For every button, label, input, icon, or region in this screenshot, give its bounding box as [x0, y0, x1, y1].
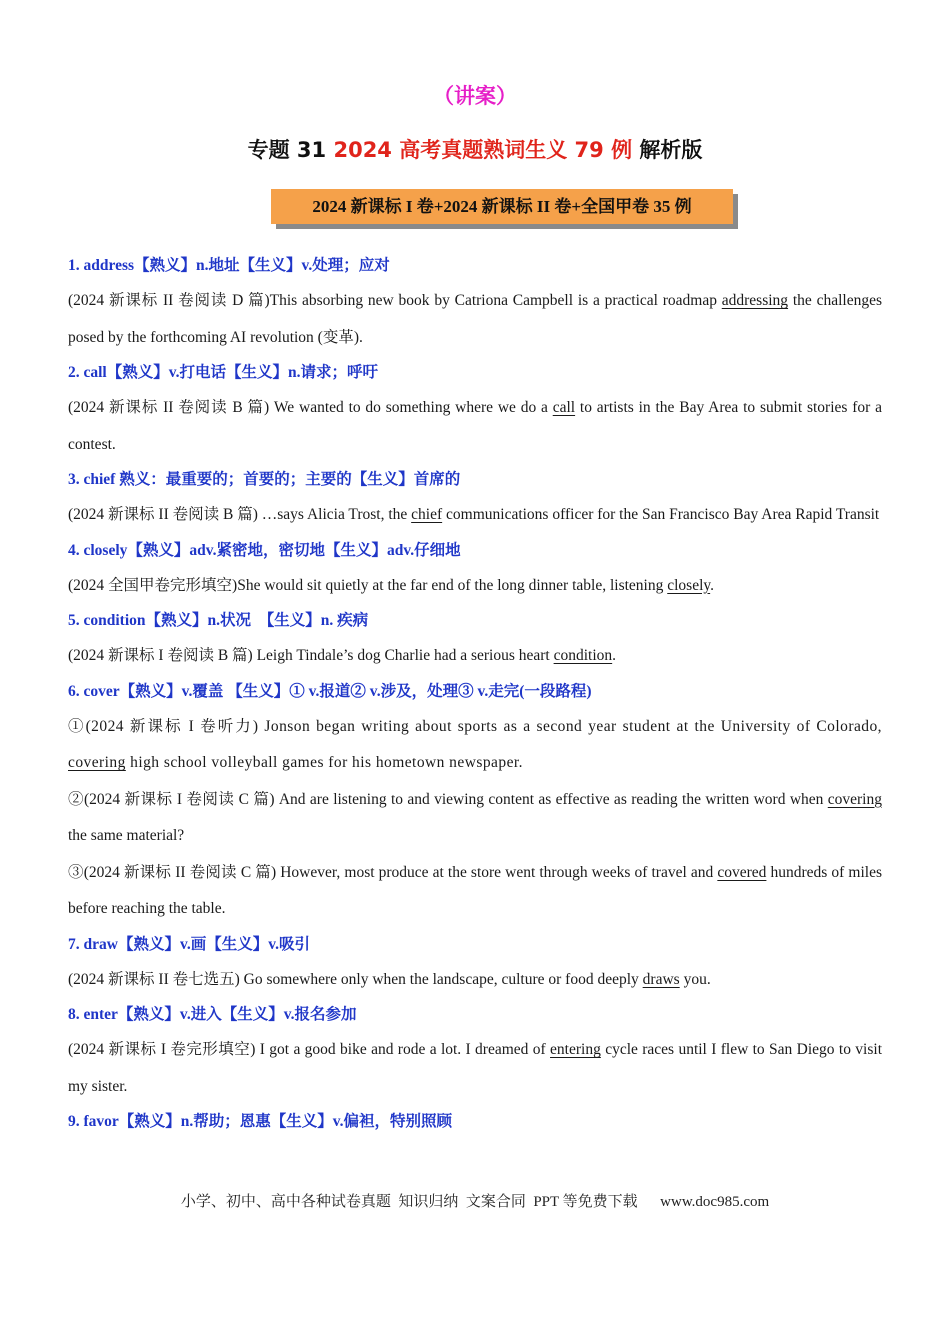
example-sentence [68, 497, 882, 534]
example-sentence [68, 962, 882, 999]
sentence-text-after: the challenges posed by the forthcoming AI revolution (变革). [68, 292, 882, 346]
sentence-text-after: high school volleyball games for his hometown newspaper. [125, 754, 523, 771]
entry-heading: 8. enter【熟义】v.进入【生义】v.报名参加 [68, 1006, 357, 1023]
sentence-text-before: (2024 新课标 II 卷七选五) Go somewhere only when the landscape, culture or food deeply [68, 970, 643, 988]
lecture-tag: （讲案） [433, 84, 517, 108]
target-word: addressing [721, 292, 789, 309]
entry-heading: 2. call【熟义】v.打电话【生义】n.请求；呼吁 [68, 364, 379, 381]
page-title [0, 134, 950, 164]
target-word: condition [553, 647, 613, 664]
sentence-text-after: you. [679, 970, 711, 988]
sentence-text-after: . [612, 647, 617, 664]
example-sentence [68, 1032, 882, 1105]
sentence-text-before: (2024 全国甲卷完形填空)She would sit quietly at the far end of the long dinner table, listening [68, 576, 668, 594]
sentence-text-after: the same material? [68, 827, 185, 844]
sentence-text-before: (2024 新课标 II 卷阅读 D 篇)This absorbing new book by Catriona Campbell is a practical roadmap [68, 292, 722, 309]
example-sentence [68, 390, 882, 463]
title-suffix: 解析版 [632, 138, 703, 162]
entry-heading: 4. closely【熟义】adv.紧密地，密切地【生义】adv.仔细地 [68, 541, 461, 559]
page-footer: 小学、初中、高中各种试卷真题 知识归纳 文案合同 PPT 等免费下载 www.doc985.com [180, 1194, 770, 1210]
target-word: covering [68, 754, 126, 771]
title-highlight: 2024 高考真题熟词生义 79 例 [333, 138, 633, 162]
entries-list [68, 249, 882, 1139]
sentence-text-before: (2024 新课标 I 卷阅读 B 篇) Leigh Tindale’s dog Charlie had a serious heart [68, 647, 554, 664]
target-word: draws [642, 970, 680, 988]
example-sentence [68, 782, 882, 855]
sentence-text-after: communications officer for the San Francisco Bay Area Rapid Transit [442, 506, 880, 523]
entry-heading: 1. address【熟义】n.地址【生义】v.处理；应对 [68, 257, 390, 274]
sentence-text-after: . [710, 576, 715, 594]
sentence-text-before: (2024 新课标 II 卷阅读 B 篇) …says Alicia Trost, the [68, 506, 412, 523]
sentence-text-after: cycle races until I flew to San Diego to visit my sister. [68, 1041, 882, 1095]
target-word: chief [411, 506, 443, 523]
section-banner: 2024 新课标 I 卷+2024 新课标 II 卷+全国甲卷 35 例 [271, 189, 733, 224]
sentence-text-after: to artists in the Bay Area to submit stories for a contest. [68, 399, 883, 453]
target-word: covered [717, 863, 767, 881]
sentence-text-before: (2024 新课标 II 卷阅读 B 篇) We wanted to do something where we do a [68, 399, 553, 416]
entry-heading: 7. draw【熟义】v.画【生义】v.吸引 [68, 935, 310, 953]
example-sentence [68, 283, 882, 356]
entry-heading: 9. favor【熟义】n.帮助；恩惠【生义】v.偏袒，特别照顾 [68, 1113, 453, 1130]
example-sentence [68, 568, 882, 605]
example-sentence [68, 855, 882, 928]
sentence-text-before: ③(2024 新课标 II 卷阅读 C 篇) However, most produce at the store went through weeks of travel and [68, 863, 718, 881]
entry-heading: 3. chief 熟义：最重要的；首要的；主要的【生义】首席的 [68, 471, 461, 488]
entry-heading: 6. cover【熟义】v.覆盖 【生义】① v.报道② v.涉及，处理③ v.走完(一段路程) [68, 682, 592, 700]
entry-heading: 5. condition【熟义】n.状况 【生义】n. 疾病 [68, 612, 369, 629]
sentence-text-before: ①(2024 新课标 I 卷听力) Jonson began writing about sports as a second year student at the University of Colorado, [68, 717, 882, 735]
sentence-text-before: (2024 新课标 I 卷完形填空) I got a good bike and rode a lot. I dreamed of [68, 1041, 551, 1058]
example-sentence [68, 638, 882, 675]
sentence-text-after: hundreds of miles before reaching the table. [68, 863, 882, 917]
target-word: covering [827, 790, 882, 808]
sentence-text-before: ②(2024 新课标 I 卷阅读 C 篇) And are listening to and viewing content as effective as reading the written word when [68, 790, 828, 808]
target-word: entering [550, 1041, 601, 1058]
title-prefix: 专题 31 [247, 138, 334, 162]
target-word: call [552, 399, 576, 416]
example-sentence [68, 709, 882, 782]
target-word: closely [667, 576, 711, 594]
